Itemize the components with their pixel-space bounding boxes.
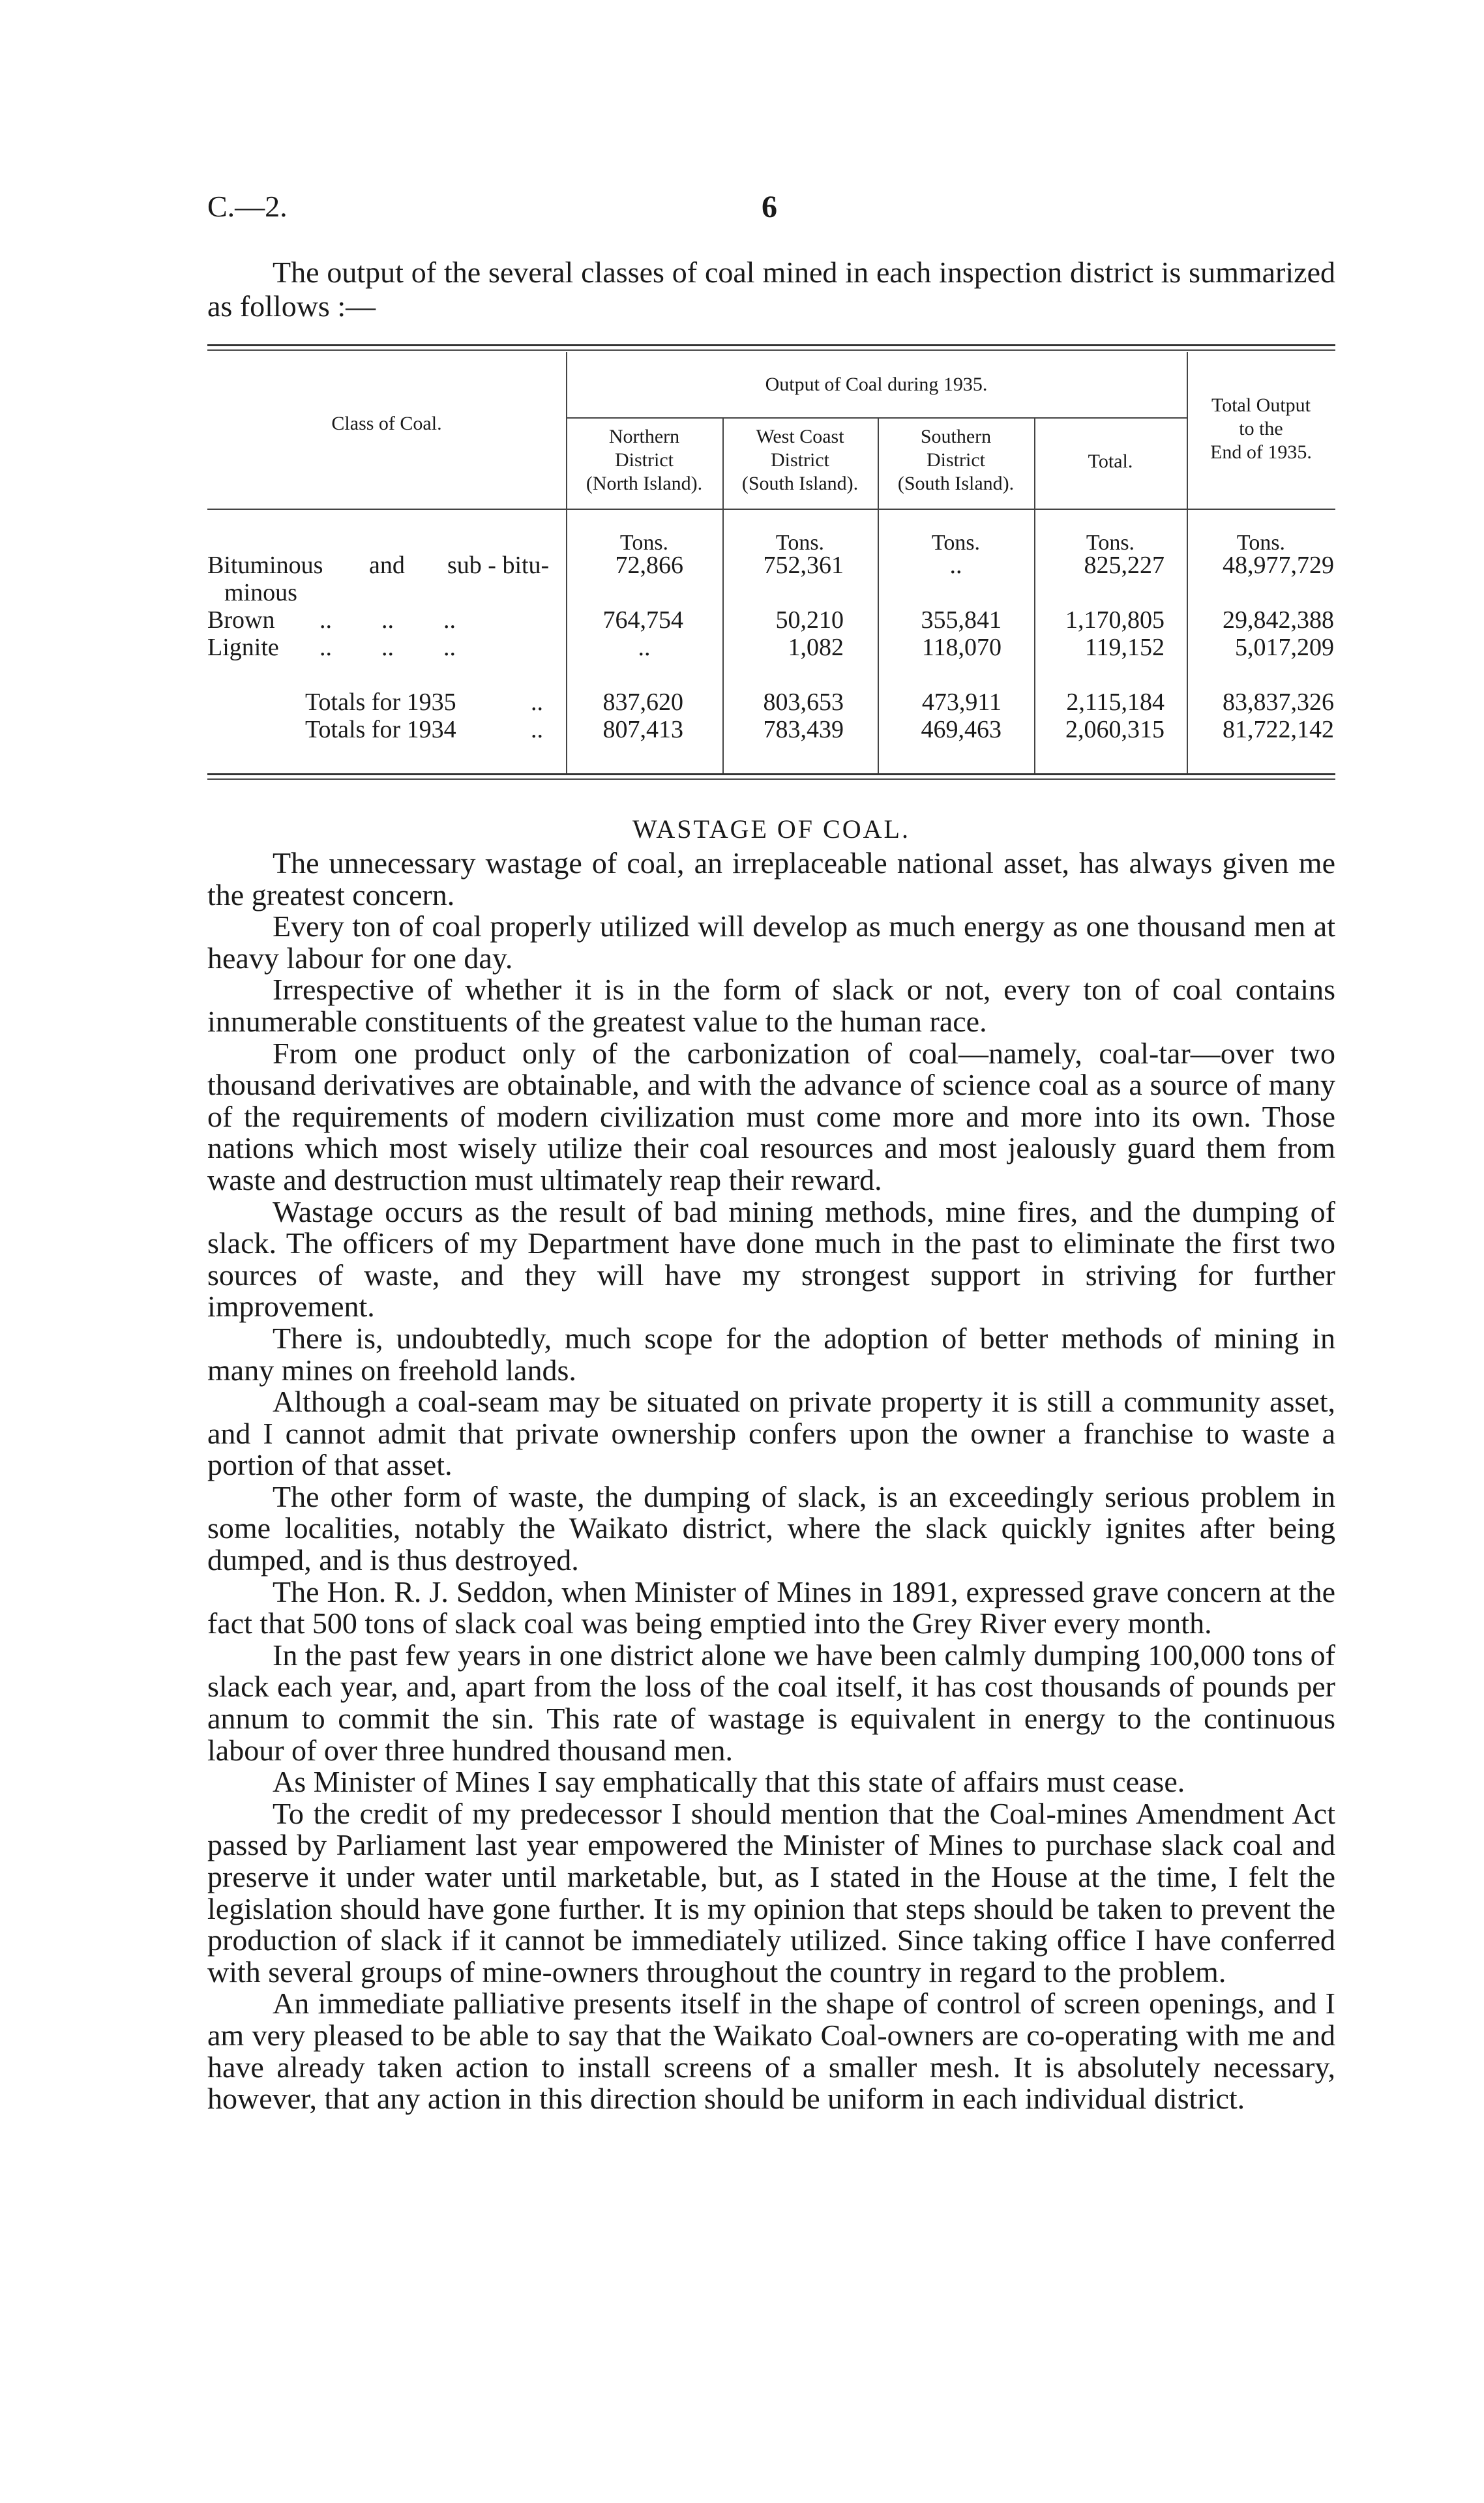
row-label: Bituminous — [207, 552, 323, 579]
cell-southern: 118,070 — [921, 634, 1002, 661]
unit-label: Tons. — [931, 531, 981, 555]
row-label: minous — [224, 579, 297, 606]
body-text — [207, 848, 1335, 2115]
cell-west-coast: 50,210 — [775, 606, 844, 634]
unit-label: Tons. — [1086, 531, 1135, 555]
cell-northern: 837,620 — [602, 689, 683, 716]
intro-paragraph: The output of the several classes of coal mined in each inspection district is summarized as follows :— — [207, 256, 1335, 323]
cell-cumulative: 48,977,729 — [1223, 552, 1334, 579]
cell-total: 119,152 — [1084, 634, 1165, 661]
paragraph: In the past few years in one district alone we have been calmly dumping 100,000 tons of slack each year, and, apart from the loss of the coal itself, it has cost thousands of pounds per annum to commit the sin. This rate of wastage is equivalent in energy to the continuous labour of over three hundred thousand men. — [207, 1638, 1335, 1767]
paragraph: Although a coal-seam may be situated on private property it is still a community asset, and I cannot admit that private ownership confers upon the owner a franchise to waste a portion of that asset. — [207, 1385, 1335, 1482]
cell-cumulative: 83,837,326 — [1223, 689, 1334, 716]
cell-northern: 764,754 — [602, 606, 683, 634]
paragraph: An immediate palliative presents itself in the shape of control of screen openings, and I am very pleased to be able to say that the Waikato Coal-owners are co-operating with me and have already taken action to install screens of a smaller mesh. It is absolutely necessary, however, that any action in this direction should be uniform in each individual district. — [207, 1987, 1335, 2116]
cell-southern: 473,911 — [921, 689, 1002, 716]
cell-cumulative: 5,017,209 — [1235, 634, 1334, 661]
leader-dots: .. .. .. — [319, 634, 456, 661]
paragraph: The unnecessary wastage of coal, an irreplaceable national asset, has always given me the greatest concern. — [207, 846, 1335, 911]
header-bottom-rule — [207, 509, 1335, 510]
unit-label: Tons. — [1236, 531, 1286, 555]
leader-dots: .. — [531, 716, 543, 743]
southern-header: Southern District (South Island). — [897, 426, 1015, 494]
paragraph: The other form of waste, the dumping of slack, is an exceedingly serious problem in some localities, notably the Waikato district, where the slack quickly ignites after being dumped, and is thus destroyed. — [207, 1479, 1335, 1577]
leader-dots: .. — [531, 689, 543, 716]
cell-cumulative: 81,722,142 — [1223, 716, 1334, 743]
paragraph: There is, undoubtedly, much scope for the adoption of better methods of mining in many mines on freehold lands. — [207, 1321, 1335, 1387]
paragraph: The Hon. R. J. Seddon, when Minister of Mines in 1891, expressed grave concern at the fact that 500 tons of slack coal was being emptied into the Grey River every month. — [207, 1575, 1335, 1640]
row-label: Brown — [207, 606, 275, 634]
cell-cumulative: 29,842,388 — [1223, 606, 1334, 634]
report-reference: C.—2. — [207, 190, 288, 223]
cell-total: 2,060,315 — [1065, 716, 1165, 743]
cell-west-coast: 1,082 — [788, 634, 844, 661]
paragraph: Wastage occurs as the result of bad mining methods, mine fires, and the dumping of slack. The officers of my Department have done much in the past to eliminate the first two sources of waste, and they will have my strongest support in striving for further improvement. — [207, 1194, 1335, 1324]
output-header: Output of Coal during 1935. — [765, 374, 988, 395]
northern-header: Northern District (North Island). — [586, 426, 703, 494]
paragraph: From one product only of the carbonization of coal—namely, coal-tar—over two thousand derivatives are obtainable, and with the advance of science coal as a source of many of the requirements of modern civilization must come more and more into its own. Those nations which most wisely utilize their coal resources and most jealously guard them from waste and destruction must ultimately reap their reward. — [207, 1036, 1335, 1196]
cell-northern: 72,866 — [615, 552, 683, 579]
cell-west-coast: 752,361 — [763, 552, 844, 579]
cell-southern: .. — [949, 552, 962, 579]
row-label: Totals for 1934 — [305, 716, 456, 743]
table-top-rule-inner — [207, 349, 1335, 351]
leader-dots: .. .. .. — [319, 606, 456, 634]
paragraph: As Minister of Mines I say emphatically that this state of affairs must cease. — [273, 1765, 1185, 1799]
cell-total: 1,170,805 — [1065, 606, 1165, 634]
unit-label: Tons. — [775, 531, 825, 555]
unit-label: Tons. — [619, 531, 669, 555]
row-label: Lignite — [207, 634, 279, 661]
row-label: Totals for 1935 — [305, 689, 456, 716]
cell-west-coast: 783,439 — [763, 716, 844, 743]
cumulative-header: Total Output to the End of 1935. — [1210, 394, 1312, 463]
cell-west-coast: 803,653 — [763, 689, 844, 716]
table-top-rule — [207, 344, 1335, 346]
cell-southern: 355,841 — [921, 606, 1002, 634]
page-number: 6 — [762, 190, 777, 224]
cell-total: 2,115,184 — [1066, 689, 1165, 716]
paragraph: Every ton of coal properly utilized will develop as much energy as one thousand men at heavy labour for one day. — [207, 910, 1335, 975]
section-title: WASTAGE OF COAL. — [632, 814, 910, 844]
table-bottom-rule — [207, 773, 1335, 775]
west-coast-header: West Coast District (South Island). — [741, 426, 859, 494]
class-of-coal-header: Class of Coal. — [331, 413, 442, 434]
cell-northern: .. — [638, 634, 651, 661]
cell-total: 825,227 — [1084, 552, 1165, 579]
row-label: sub - bitu- — [447, 552, 550, 579]
total-header: Total. — [1088, 451, 1133, 472]
paragraph: To the credit of my predecessor I should mention that the Coal-mines Amendment Act passed by Parliament last year empowered the Minister of Mines to purchase slack coal and preserve it under water until marketable, but, as I stated in the House at the time, I felt the legislation should have gone further. It is my opinion that steps should be taken to prevent the production of slack if it cannot be immediately utilized. Since taking office I have conferred with several groups of mine-owners throughout the country in regard to the problem. — [207, 1796, 1335, 1989]
header-subrule — [566, 417, 1187, 419]
cell-southern: 469,463 — [921, 716, 1002, 743]
table-bottom-rule-inner — [207, 778, 1335, 780]
cell-northern: 807,413 — [602, 716, 683, 743]
paragraph: Irrespective of whether it is in the form of slack or not, every ton of coal contains innumerable constituents of the greatest value to the human race. — [207, 973, 1335, 1038]
row-label: and — [369, 552, 405, 579]
